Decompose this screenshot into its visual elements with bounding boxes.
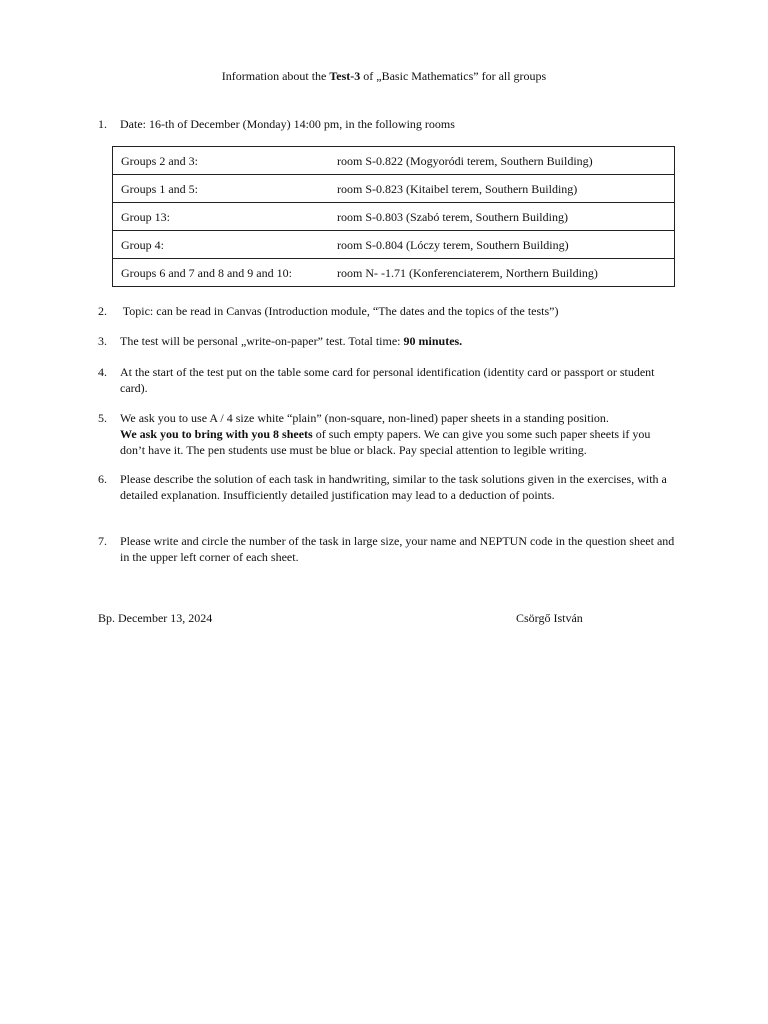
list-item-7 bbox=[98, 533, 678, 565]
list-item-5 bbox=[98, 410, 678, 458]
title-test-name: Test-3 bbox=[329, 69, 361, 83]
table-row bbox=[113, 203, 675, 231]
title-suffix: of „Basic Mathematics” for all groups bbox=[360, 69, 547, 83]
list-item-text-plain-2: of such empty papers. We can give you some such paper sheets if you don’t have it. The pen students use must be blue or black. Pay special attention to legible writing. bbox=[120, 427, 651, 457]
list-item-1 bbox=[98, 116, 678, 132]
group-cell: Groups 6 and 7 and 8 and 9 and 10: bbox=[113, 259, 334, 287]
list-item-number: 7. bbox=[98, 534, 107, 548]
group-cell: Groups 1 and 5: bbox=[113, 175, 334, 203]
room-cell: room S-0.823 (Kitaibel terem, Southern Building) bbox=[333, 175, 675, 203]
signature-name: Csörgő István bbox=[516, 611, 583, 625]
table-row bbox=[113, 259, 675, 287]
table-row bbox=[113, 147, 675, 175]
room-cell: room N- -1.71 (Konferenciaterem, Northern Building) bbox=[333, 259, 675, 287]
list-item-number: 5. bbox=[98, 411, 107, 425]
list-item-number: 4. bbox=[98, 365, 107, 379]
list-item-text-bold: We ask you to bring with you 8 sheets bbox=[120, 427, 313, 441]
list-item-4 bbox=[98, 364, 678, 396]
list-item-3 bbox=[98, 333, 678, 349]
group-cell: Group 4: bbox=[113, 231, 334, 259]
list-item-text-plain: The test will be personal „write-on-paper” test. Total time: bbox=[120, 334, 404, 348]
list-item-number: 3. bbox=[98, 334, 107, 348]
title-prefix: Information about the bbox=[221, 69, 330, 83]
table-row bbox=[113, 231, 675, 259]
list-item-text: At the start of the test put on the table some card for personal identification (identity card or passport or student card). bbox=[120, 365, 655, 395]
room-cell: room S-0.822 (Mogyoródi terem, Southern Building) bbox=[333, 147, 675, 175]
document-title bbox=[0, 68, 768, 84]
list-item-number: 6. bbox=[98, 472, 107, 486]
list-item-text-bold: 90 minutes. bbox=[403, 334, 463, 348]
list-item-text bbox=[120, 333, 678, 349]
list-item-text: Please describe the solution of each task in handwriting, similar to the task solutions given in the exercises, with a detailed explanation. Insufficiently detailed justification may lead to a deduction of points. bbox=[120, 472, 667, 502]
list-item-2 bbox=[98, 303, 678, 319]
list-item-text-plain: We ask you to use A / 4 size white “plain” (non-square, non-lined) paper sheets in a standing position. bbox=[120, 411, 609, 425]
rooms-table bbox=[112, 146, 675, 287]
list-item-text: Date: 16-th of December (Monday) 14:00 pm, in the following rooms bbox=[120, 117, 455, 131]
list-item-6 bbox=[98, 471, 678, 503]
room-cell: room S-0.804 (Lóczy terem, Southern Building) bbox=[333, 231, 675, 259]
list-item-number: 1. bbox=[98, 117, 107, 131]
group-cell: Group 13: bbox=[113, 203, 334, 231]
group-cell: Groups 2 and 3: bbox=[113, 147, 334, 175]
room-cell: room S-0.803 (Szabó terem, Southern Building) bbox=[333, 203, 675, 231]
list-item-text: Please write and circle the number of the task in large size, your name and NEPTUN code in the question sheet and in the upper left corner of each sheet. bbox=[120, 534, 675, 564]
list-item-number: 2. bbox=[98, 304, 107, 318]
list-item-text bbox=[120, 410, 678, 458]
table-row bbox=[113, 175, 675, 203]
place-and-date: Bp. December 13, 2024 bbox=[98, 611, 213, 625]
list-item-text: Topic: can be read in Canvas (Introduction module, “The dates and the topics of the tests”) bbox=[120, 304, 559, 318]
